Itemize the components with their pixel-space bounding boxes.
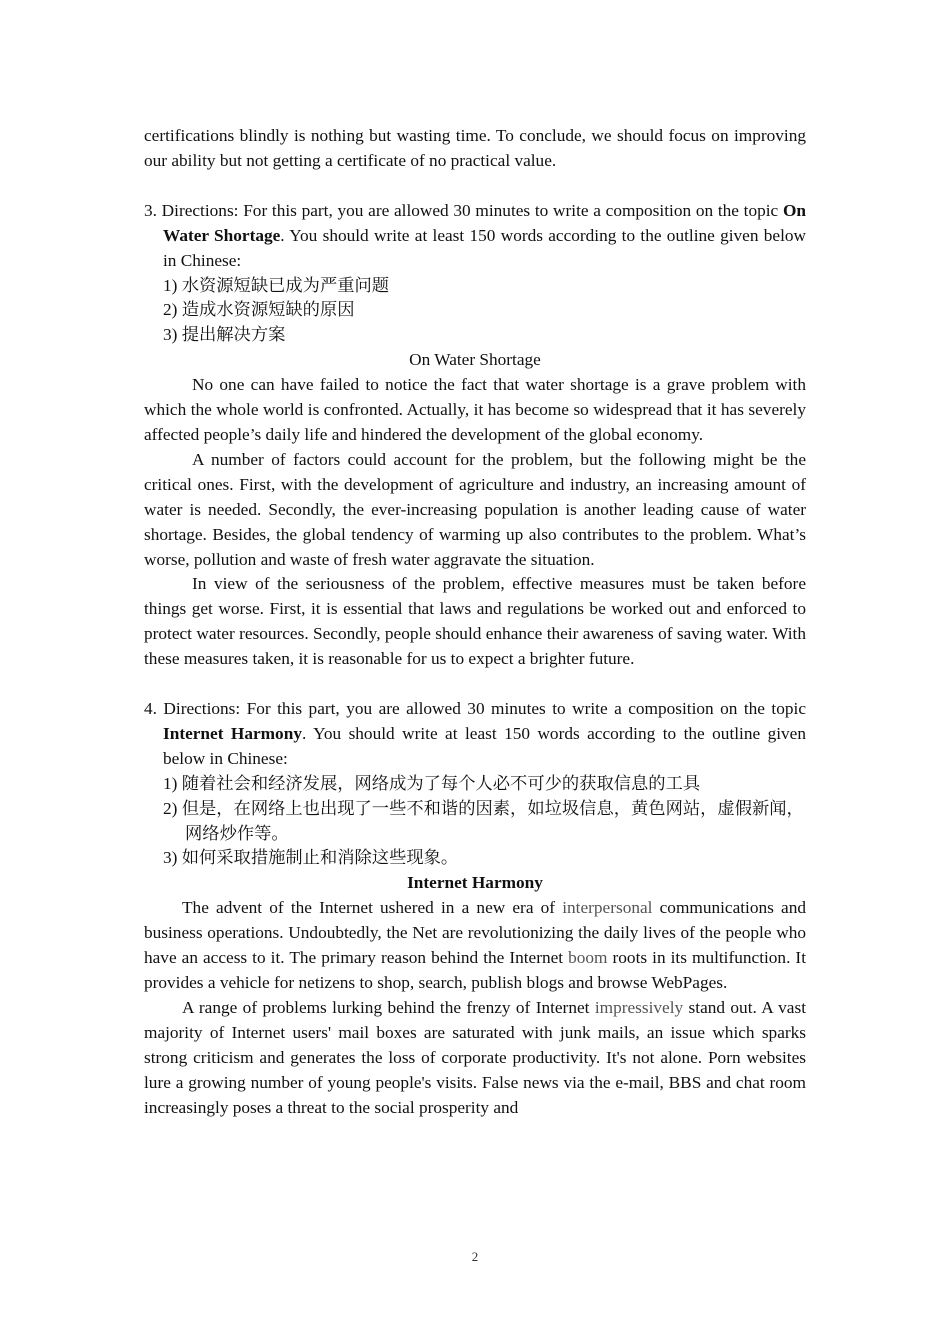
q4-p2-text: stand out. A vast majority of Internet users' mail boxes are saturated with junk mails, an issue which sparks strong criticism and generates the loss of corporate productivity. It's not alone. Porn websites lure a growing number of young people's visits. False news via the e-mail, BBS and chat room increasingly poses a threat to the social prosperity and: [144, 997, 806, 1117]
q4-directions-text: 4. Directions: For this part, you are allowed 30 minutes to write a composition on the topic: [144, 699, 806, 719]
q3-directions-text-end: . You should write at least 150 words according to the outline given below in Chinese:: [163, 225, 807, 270]
q3-paragraph: No one can have failed to notice the fact that water shortage is a grave problem with which the whole world is confronted. Actually, it has become so widespread that it has severely affected people’s daily life and hindered the development of the global economy.: [144, 375, 806, 444]
q4-p1-text: roots in its multifunction. It provides a vehicle for netizens to shop, search, publish blogs and browse WebPages.: [144, 948, 806, 992]
q4-directions-text-end: . You should write at least 150 words according to the outline given below in Chinese:: [163, 723, 806, 768]
q3-essay-title: On Water Shortage: [409, 350, 541, 370]
q3-topic: On Water Shortage: [163, 200, 806, 245]
q4-essay-title: Internet Harmony: [407, 873, 543, 893]
q4-outline: [144, 772, 806, 872]
q3-outline-item: 1) 水资源短缺已成为严重问题: [163, 275, 390, 295]
q4-p1-text: The advent of the Internet ushered in a new era of: [182, 898, 563, 918]
page-number: 2: [471, 1249, 479, 1264]
q4-paragraph: [144, 996, 806, 1121]
q4-p1-highlight: interpersonal: [562, 898, 653, 918]
q4-outline-item: 1) 随着社会和经济发展，网络成为了每个人必不可少的获取信息的工具: [163, 773, 701, 793]
q4-outline-item: 2) 但是，在网络上也出现了一些不和谐的因素，如垃圾信息，黄色网站，虚假新闻，网络炒作等。: [163, 798, 804, 843]
q3-outline-item: 3) 提出解决方案: [163, 325, 286, 345]
q4-p1-text: communications and business operations. Undoubtedly, the Net are revolutionizing the daily lives of the people who have an access to it. The primary reason behind the Internet: [144, 898, 806, 968]
document-page: [144, 124, 806, 1120]
q3-paragraph: A number of factors could account for the problem, but the following might be the critical ones. First, with the development of agriculture and industry, an increasing amount of water is needed. Secondly, the ever-increasing population is another leading cause of water shortage. Besides, the global tendency of warming up also contributes to the problem. What’s worse, pollution and waste of fresh water aggravate the situation.: [144, 449, 806, 569]
q4-p2-text: A range of problems lurking behind the frenzy of Internet: [182, 997, 595, 1017]
q3-outline-item: 2) 造成水资源短缺的原因: [163, 300, 355, 320]
q4-paragraph: [144, 896, 806, 996]
q4-p1-highlight: boom: [568, 948, 608, 968]
previous-essay-ending: certifications blindly is nothing but wasting time. To conclude, we should focus on improving our ability but not getting a certificate of no practical value.: [144, 126, 806, 170]
q3-paragraph: In view of the seriousness of the problem, effective measures must be taken before things get worse. First, it is essential that laws and regulations be worked out and enforced to protect water resources. Secondly, people should enhance their awareness of saving water. With these measures taken, it is reasonable for us to expect a brighter future.: [144, 574, 806, 669]
q4-directions: [144, 697, 806, 772]
q3-directions: [144, 199, 806, 274]
q3-directions-text: 3. Directions: For this part, you are allowed 30 minutes to write a composition on the topic: [144, 200, 783, 220]
q4-outline-item: 3) 如何采取措施制止和消除这些现象。: [163, 848, 459, 868]
q4-topic: Internet Harmony: [163, 723, 302, 743]
q3-outline: [144, 274, 806, 349]
q4-p2-highlight: impressively: [594, 997, 684, 1017]
